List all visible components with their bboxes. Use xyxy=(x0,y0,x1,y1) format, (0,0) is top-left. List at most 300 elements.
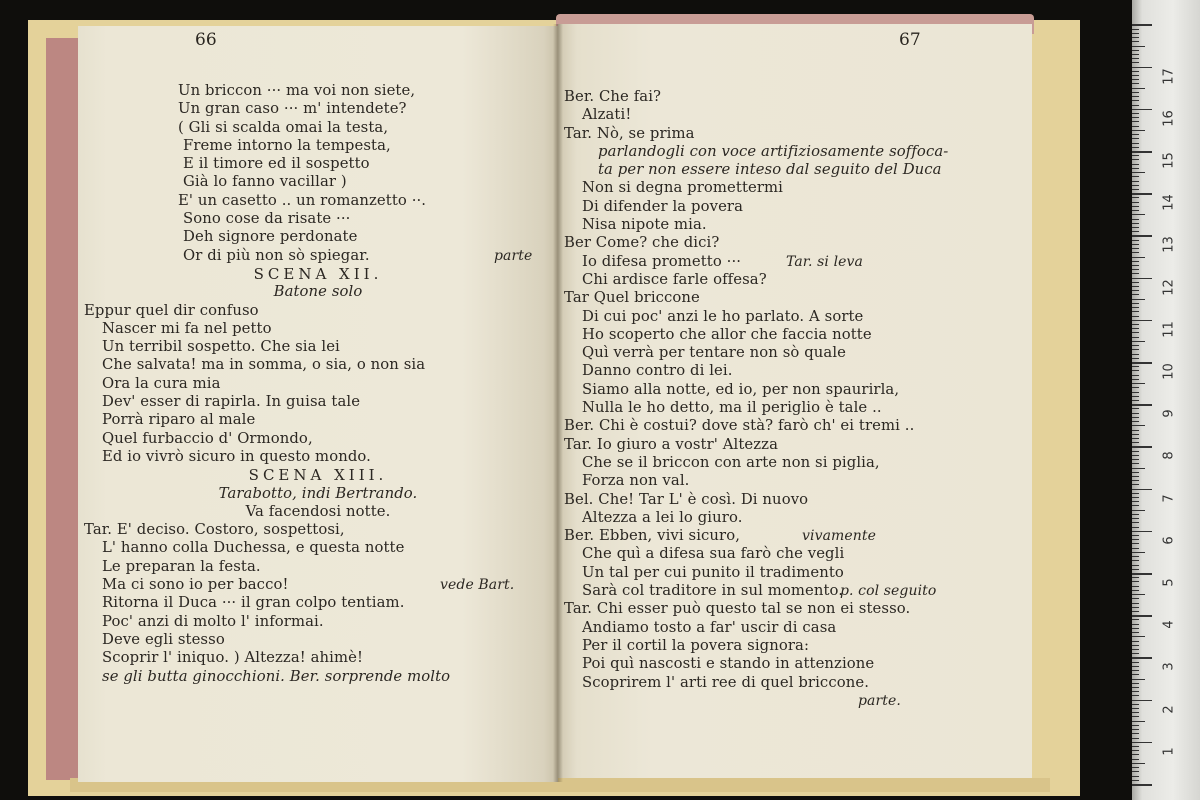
line-text: parlandogli con voce artifiziosamente soffoca- xyxy=(598,142,949,160)
ruler-tick xyxy=(1132,400,1139,401)
stage-direction: Tar. si leva xyxy=(786,253,863,270)
ruler-tick xyxy=(1132,666,1139,667)
ruler-tick xyxy=(1132,417,1139,418)
ruler-tick xyxy=(1132,539,1139,540)
ruler-tick xyxy=(1132,138,1139,139)
ruler-tick xyxy=(1132,58,1139,59)
ruler-tick xyxy=(1132,607,1139,608)
line-text: Ber. Ebben, vivi sicuro, xyxy=(564,527,741,545)
ruler-tick xyxy=(1132,105,1139,106)
text-line xyxy=(558,161,1032,179)
ruler-tick xyxy=(1132,273,1139,274)
ruler-number: 1 xyxy=(1161,747,1177,756)
ruler-tick xyxy=(1132,573,1152,575)
ruler-tick xyxy=(1132,434,1139,435)
text-line xyxy=(78,247,558,265)
line-text: Tar. Io giuro a vostr' Altezza xyxy=(564,435,778,453)
ruler-tick xyxy=(1132,442,1139,443)
ruler-tick xyxy=(1132,552,1145,553)
ruler-tick xyxy=(1132,738,1139,739)
ruler-tick xyxy=(1132,33,1139,34)
ruler-tick xyxy=(1132,721,1145,722)
text-line xyxy=(558,253,1032,271)
ruler-tick xyxy=(1132,670,1139,671)
ruler-tick xyxy=(1132,193,1152,195)
ruler-tick xyxy=(1132,767,1139,768)
ruler-tick xyxy=(1132,662,1139,663)
line-text: E il timore ed il sospetto xyxy=(183,155,370,173)
line-text: Ora la cura mia xyxy=(102,374,221,392)
ruler-tick xyxy=(1132,514,1139,515)
ruler-tick xyxy=(1132,307,1139,308)
ruler-tick xyxy=(1132,695,1139,696)
ruler-number: 16 xyxy=(1161,110,1177,127)
line-text: ( Gli si scalda omai la testa, xyxy=(178,118,389,136)
stage-direction: vede Bart. xyxy=(440,577,515,594)
ruler-tick xyxy=(1132,269,1139,270)
line-text: Ber. Chi è costui? dove stà? farò ch' ei tremi .. xyxy=(564,417,915,435)
text-line xyxy=(558,619,1032,637)
ruler-number: 11 xyxy=(1161,321,1177,338)
right-page xyxy=(558,24,1032,778)
stage-direction: parte xyxy=(494,247,533,264)
ruler-number: 3 xyxy=(1161,662,1177,672)
text-line xyxy=(78,539,558,557)
ruler-tick xyxy=(1132,657,1152,659)
text-line xyxy=(558,582,1032,600)
ruler-tick xyxy=(1132,742,1152,744)
ruler-tick xyxy=(1132,37,1139,38)
text-line xyxy=(78,448,558,466)
ruler-tick xyxy=(1132,206,1139,207)
text-line xyxy=(78,649,558,667)
ruler-tick xyxy=(1132,594,1145,595)
text-line xyxy=(78,668,558,686)
line-text: Andiamo tosto a far' uscir di casa xyxy=(582,618,837,636)
ruler-tick xyxy=(1132,349,1139,350)
measuring-ruler xyxy=(1132,0,1200,800)
ruler-tick xyxy=(1132,527,1139,528)
ruler-tick xyxy=(1132,501,1139,502)
ruler-tick xyxy=(1132,261,1139,262)
text-line xyxy=(78,302,558,320)
ruler-tick xyxy=(1132,383,1145,384)
ruler-tick xyxy=(1132,235,1152,237)
text-line xyxy=(558,234,1032,252)
ruler-tick xyxy=(1132,332,1139,333)
text-line xyxy=(78,192,558,210)
ruler-tick xyxy=(1132,354,1139,355)
ruler-tick xyxy=(1132,345,1139,346)
ruler-tick xyxy=(1132,408,1139,409)
ruler-tick xyxy=(1132,484,1139,485)
ruler-tick xyxy=(1132,704,1139,705)
text-line xyxy=(558,674,1032,692)
stage-direction: parte. xyxy=(858,692,901,709)
text-line xyxy=(78,228,558,246)
ruler-tick xyxy=(1132,489,1152,491)
ruler-tick xyxy=(1132,531,1152,533)
ruler-number: 15 xyxy=(1161,152,1177,169)
ruler-tick xyxy=(1132,265,1139,266)
line-text: Danno contro di lei. xyxy=(582,362,733,380)
ruler-number: 7 xyxy=(1161,493,1177,503)
ruler-number: 2 xyxy=(1161,704,1177,714)
ruler-tick xyxy=(1132,337,1139,338)
line-text: Ho scoperto che allor che faccia notte xyxy=(582,325,872,343)
ruler-tick xyxy=(1132,83,1139,84)
text-line xyxy=(78,521,558,539)
ruler-tick xyxy=(1132,252,1139,253)
text-line xyxy=(558,417,1032,435)
ruler-tick xyxy=(1132,299,1145,300)
ruler-tick xyxy=(1132,126,1139,127)
text-line xyxy=(558,491,1032,509)
ruler-tick xyxy=(1132,510,1145,511)
line-text: Tar. Nò, se prima xyxy=(564,124,695,142)
ruler-number: 8 xyxy=(1161,451,1177,461)
line-text: Tar. E' deciso. Costoro, sospettosi, xyxy=(84,521,345,539)
ruler-tick xyxy=(1132,227,1139,228)
left-page-text xyxy=(78,82,558,686)
ruler-tick xyxy=(1132,543,1139,544)
ruler-tick xyxy=(1132,155,1139,156)
text-line xyxy=(558,564,1032,582)
line-text: Altezza a lei lo giuro. xyxy=(582,508,743,526)
text-line xyxy=(558,216,1032,234)
stage-direction: p. col seguito xyxy=(840,583,937,600)
ruler-tick xyxy=(1132,476,1139,477)
text-line xyxy=(78,155,558,173)
ruler-tick xyxy=(1132,324,1139,325)
text-line xyxy=(78,82,558,100)
text-line xyxy=(78,503,558,521)
text-line xyxy=(558,271,1032,289)
line-text: Un gran caso ··· m' intendete? xyxy=(178,100,407,118)
ruler-tick xyxy=(1132,189,1139,190)
ruler-tick xyxy=(1132,780,1139,781)
line-text: Poi quì nascosti e stando in attenzione xyxy=(582,655,875,673)
line-text: Un tal per cui punito il tradimento xyxy=(582,563,844,581)
line-text: Che salvata! ma in somma, o sia, o non sia xyxy=(102,356,426,374)
line-text: Freme intorno la tempesta, xyxy=(183,136,391,154)
line-text: Quì verrà per tentare non sò quale xyxy=(582,344,847,362)
ruler-tick xyxy=(1132,776,1139,777)
text-line xyxy=(78,173,558,191)
ruler-tick xyxy=(1132,754,1139,755)
ruler-tick xyxy=(1132,590,1139,591)
ruler-tick xyxy=(1132,505,1139,506)
ruler-tick xyxy=(1132,29,1139,30)
ruler-tick xyxy=(1132,100,1139,101)
ruler-tick xyxy=(1132,725,1139,726)
ruler-tick xyxy=(1132,282,1139,283)
line-text: Io difesa prometto ··· xyxy=(582,252,742,270)
ruler-tick xyxy=(1132,577,1139,578)
ruler-tick xyxy=(1132,472,1139,473)
text-line xyxy=(78,265,558,283)
ruler-tick xyxy=(1132,109,1152,111)
ruler-tick xyxy=(1132,518,1139,519)
ruler-tick xyxy=(1132,375,1139,376)
ruler-tick xyxy=(1132,92,1139,93)
line-text: Ritorna il Duca ··· il gran colpo tentiam. xyxy=(102,594,405,612)
line-text: SCENA XIII. xyxy=(248,466,388,485)
ruler-number: 4 xyxy=(1161,620,1177,629)
line-text: Di cui poc' anzi le ho parlato. A sorte xyxy=(582,307,864,325)
line-text: Tarabotto, indi Bertrando. xyxy=(218,484,418,502)
ruler-tick xyxy=(1132,404,1152,406)
text-line xyxy=(78,283,558,301)
text-line xyxy=(558,125,1032,143)
ruler-tick xyxy=(1132,358,1139,359)
text-line xyxy=(558,472,1032,490)
ruler-tick xyxy=(1132,231,1139,232)
line-text: Ma ci sono io per bacco! xyxy=(102,576,289,594)
ruler-number: 13 xyxy=(1161,236,1177,254)
text-line xyxy=(78,393,558,411)
text-line xyxy=(558,509,1032,527)
ruler-tick xyxy=(1132,176,1139,177)
ruler-tick xyxy=(1132,197,1139,198)
text-line xyxy=(78,338,558,356)
text-line xyxy=(78,466,558,484)
ruler-tick xyxy=(1132,202,1139,203)
line-text: Bel. Che! Tar L' è così. Di nuovo xyxy=(564,490,809,508)
ruler-tick xyxy=(1132,316,1139,317)
ruler-tick xyxy=(1132,679,1145,680)
text-line xyxy=(558,326,1032,344)
ruler-tick xyxy=(1132,214,1145,215)
ruler-tick xyxy=(1132,311,1139,312)
ruler-tick xyxy=(1132,463,1139,464)
text-line xyxy=(78,594,558,612)
text-line xyxy=(558,88,1032,106)
line-text: Che se il briccon con arte non si piglia, xyxy=(582,453,880,471)
text-line xyxy=(558,399,1032,417)
text-line xyxy=(78,613,558,631)
line-text: Deh signore perdonate xyxy=(183,228,358,246)
ruler-tick xyxy=(1132,41,1139,42)
text-line xyxy=(78,558,558,576)
line-text: Sono cose da risate ··· xyxy=(183,210,351,228)
line-text: Ber Come? che dici? xyxy=(564,234,720,252)
ruler-tick xyxy=(1132,438,1139,439)
ruler-tick xyxy=(1132,581,1139,582)
line-text: L' hanno colla Duchessa, e questa notte xyxy=(102,539,405,557)
ruler-number: 14 xyxy=(1161,194,1177,211)
ruler-tick xyxy=(1132,700,1152,702)
line-text: Tar Quel briccone xyxy=(564,289,700,307)
ruler-tick xyxy=(1132,493,1139,494)
text-line xyxy=(78,375,558,393)
ruler-tick xyxy=(1132,67,1152,69)
ruler-tick xyxy=(1132,79,1139,80)
ruler-tick xyxy=(1132,257,1145,258)
ruler-tick xyxy=(1132,248,1139,249)
ruler-tick xyxy=(1132,729,1139,730)
line-text: Or di più non sò spiegar. xyxy=(183,246,370,264)
line-text: Poc' anzi di molto l' informai. xyxy=(102,612,324,630)
ruler-tick xyxy=(1132,366,1139,367)
ruler-tick xyxy=(1132,223,1139,224)
ruler-tick xyxy=(1132,586,1139,587)
ruler-tick xyxy=(1132,615,1152,617)
ruler-tick xyxy=(1132,624,1139,625)
ruler-tick xyxy=(1132,168,1139,169)
text-line xyxy=(558,289,1032,307)
cover-edge xyxy=(46,38,82,780)
ruler-tick xyxy=(1132,683,1139,684)
text-line xyxy=(558,545,1032,563)
text-line xyxy=(78,576,558,594)
text-line xyxy=(558,362,1032,380)
ruler-tick xyxy=(1132,653,1139,654)
line-text: SCENA XII. xyxy=(253,264,383,283)
ruler-tick xyxy=(1132,159,1139,160)
line-text: Deve egli stesso xyxy=(102,630,225,648)
ruler-tick xyxy=(1132,759,1139,760)
line-text: Forza non val. xyxy=(582,472,690,490)
ruler-tick xyxy=(1132,708,1139,709)
ruler-tick xyxy=(1132,565,1139,566)
line-text: ta per non essere inteso dal seguito del Duca xyxy=(598,161,942,179)
ruler-tick xyxy=(1132,320,1152,322)
line-text: Alzati! xyxy=(582,106,632,124)
ruler-tick xyxy=(1132,54,1139,55)
ruler-tick xyxy=(1132,172,1145,173)
ruler-tick xyxy=(1132,244,1139,245)
ruler-tick xyxy=(1132,619,1139,620)
ruler-tick xyxy=(1132,691,1139,692)
ruler-tick xyxy=(1132,425,1145,426)
ruler-tick xyxy=(1132,733,1139,734)
ruler-tick xyxy=(1132,446,1152,448)
text-line xyxy=(558,143,1032,161)
text-line xyxy=(558,454,1032,472)
text-line xyxy=(78,485,558,503)
ruler-tick xyxy=(1132,210,1139,211)
line-text: Per il cortil la povera signora: xyxy=(582,636,810,654)
ruler-number: 17 xyxy=(1161,67,1177,85)
ruler-tick xyxy=(1132,362,1152,364)
ruler-tick xyxy=(1132,62,1139,63)
line-text: Nascer mi fa nel petto xyxy=(102,319,272,337)
text-line xyxy=(558,179,1032,197)
ruler-tick xyxy=(1132,611,1139,612)
ruler-tick xyxy=(1132,88,1145,89)
ruler-tick xyxy=(1132,468,1145,469)
ruler-tick xyxy=(1132,379,1139,380)
line-text: Un briccon ··· ma voi non siete, xyxy=(178,82,416,99)
ruler-tick xyxy=(1132,455,1139,456)
text-line xyxy=(78,137,558,155)
line-text: se gli butta ginocchioni. Ber. sorprende molto xyxy=(102,667,451,685)
ruler-tick xyxy=(1132,716,1139,717)
line-text: Già lo fanno vacillar ) xyxy=(183,173,347,191)
ruler-tick xyxy=(1132,750,1139,751)
ruler-tick xyxy=(1132,636,1145,637)
text-line xyxy=(78,430,558,448)
ruler-tick xyxy=(1132,50,1139,51)
ruler-tick xyxy=(1132,113,1139,114)
line-text: Nulla le ho detto, ma il periglio è tale .. xyxy=(582,399,882,417)
line-text: Batone solo xyxy=(273,283,363,301)
line-text: Va facendosi notte. xyxy=(245,502,391,520)
ruler-tick xyxy=(1132,632,1139,633)
ruler-tick xyxy=(1132,294,1139,295)
text-line xyxy=(78,356,558,374)
page-number-left: 66 xyxy=(195,30,217,50)
line-text: Chi ardisce farle offesa? xyxy=(582,270,767,288)
ruler-tick xyxy=(1132,687,1139,688)
stage-direction: vivamente xyxy=(802,528,877,545)
ruler-tick xyxy=(1132,117,1139,118)
ruler-number: 9 xyxy=(1161,409,1177,418)
ruler-tick xyxy=(1132,341,1145,342)
line-text: Ed io vivrò sicuro in questo mondo. xyxy=(102,447,371,465)
line-text: Che quì a difesa sua farò che vegli xyxy=(582,545,845,563)
ruler-tick xyxy=(1132,46,1145,47)
line-text: Scoprirem l' arti ree di quel briccone. xyxy=(582,673,869,691)
ruler-tick xyxy=(1132,328,1139,329)
ruler-tick xyxy=(1132,143,1139,144)
text-line xyxy=(78,100,558,118)
ruler-tick xyxy=(1132,784,1152,786)
ruler-tick xyxy=(1132,480,1139,481)
text-line xyxy=(558,308,1032,326)
ruler-tick xyxy=(1132,430,1139,431)
ruler-tick xyxy=(1132,641,1139,642)
right-page-text xyxy=(558,88,1032,710)
ruler-number: 12 xyxy=(1161,278,1177,296)
ruler-tick xyxy=(1132,569,1139,570)
left-page xyxy=(78,26,558,782)
ruler-tick xyxy=(1132,24,1152,26)
ruler-tick xyxy=(1132,421,1139,422)
line-text: Un terribil sospetto. Che sia lei xyxy=(102,338,340,356)
ruler-tick xyxy=(1132,649,1139,650)
line-text: Eppur quel dir confuso xyxy=(84,301,259,319)
ruler-tick xyxy=(1132,75,1139,76)
ruler-tick xyxy=(1132,151,1152,153)
line-text: Porrà riparo al male xyxy=(102,411,256,429)
ruler-tick xyxy=(1132,396,1139,397)
ruler-tick xyxy=(1132,548,1139,549)
line-text: Di difender la povera xyxy=(582,197,744,215)
ruler-tick xyxy=(1132,240,1139,241)
text-line xyxy=(558,106,1032,124)
page-number-right: 67 xyxy=(899,30,921,50)
ruler-tick xyxy=(1132,181,1139,182)
ruler-tick xyxy=(1132,746,1139,747)
book-gutter xyxy=(553,24,563,782)
ruler-tick xyxy=(1132,392,1139,393)
line-text: Tar. Chi esser può questo tal se non ei stesso. xyxy=(564,600,911,618)
ruler-tick xyxy=(1132,219,1139,220)
ruler-tick xyxy=(1132,598,1139,599)
text-line xyxy=(558,655,1032,673)
ruler-tick xyxy=(1132,185,1139,186)
ruler-tick xyxy=(1132,628,1139,629)
line-text: Siamo alla notte, ed io, per non spaurirla, xyxy=(582,380,900,398)
ruler-number: 10 xyxy=(1161,363,1177,380)
line-text: Quel furbaccio d' Ormondo, xyxy=(102,429,313,447)
ruler-tick xyxy=(1132,763,1145,764)
text-line xyxy=(78,119,558,137)
line-text: Nisa nipote mia. xyxy=(582,216,707,234)
text-line xyxy=(558,198,1032,216)
